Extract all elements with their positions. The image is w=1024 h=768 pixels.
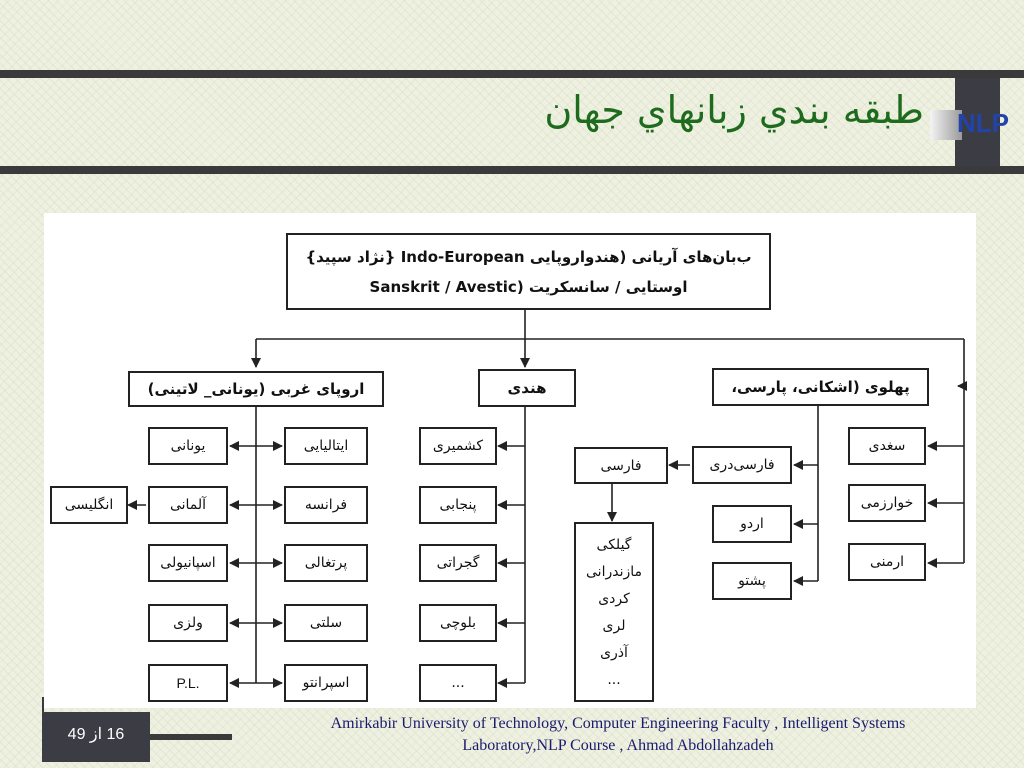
- lang-welsh: ولزی: [148, 604, 228, 642]
- lang-french: فرانسه: [284, 486, 368, 524]
- language-tree-figure: [44, 213, 976, 708]
- dialect-mazandarani: مازندرانی: [586, 564, 642, 580]
- lang-portuguese: پرتغالی: [284, 544, 368, 582]
- slide-title: طبقه بندي زبانهاي جهان: [544, 88, 924, 132]
- lang-urdu: اردو: [712, 505, 792, 543]
- lang-punjabi: پنجابی: [419, 486, 497, 524]
- lang-armenian: ارمنی: [848, 543, 926, 581]
- lang-celtic: سلتی: [284, 604, 368, 642]
- lang-sogdian: سغدی: [848, 427, 926, 465]
- lang-hindi-more: ...: [419, 664, 497, 702]
- lang-farsi: فارسی: [574, 447, 668, 484]
- lang-english: انگلیسی: [50, 486, 128, 524]
- dialect-gilaki: گیلکی: [596, 537, 632, 553]
- branch-west-european: اروپای غربی (یونانی_ لاتینی): [128, 371, 384, 407]
- lang-german: آلمانی: [148, 486, 228, 524]
- farsi-dialects-list: [574, 522, 654, 702]
- dialect-kurdish: کردی: [598, 591, 630, 607]
- nlp-logo: NLP: [957, 108, 1009, 138]
- lang-baluchi: بلوچی: [419, 604, 497, 642]
- lang-greek: یونانی: [148, 427, 228, 465]
- dialect-more: ...: [607, 672, 621, 688]
- dialect-lori: لری: [602, 618, 626, 634]
- footer-line-1: Amirkabir University of Technology, Computer Engineering Faculty , Intelligent Systems: [330, 715, 906, 732]
- root-line-1: ب‌بان‌های آریانی (هندواروپایی Indo-European {نژاد سپید}: [305, 247, 752, 266]
- root-line-2: اوستایی / سانسکریت (Sanskrit / Avestic: [369, 277, 688, 296]
- branch-pahlavi: پهلوی (اشکانی، پارسی،: [712, 368, 929, 406]
- lang-farsi-dari: فارسی‌دری: [692, 446, 792, 484]
- bottom-band: [0, 166, 1024, 174]
- lang-spanish: اسپانیولی: [148, 544, 228, 582]
- page-number: 16 از 49: [67, 726, 125, 743]
- lang-kashmiri: کشمیری: [419, 427, 497, 465]
- root-box-indo-european: [286, 233, 771, 310]
- lang-pl: P.L.: [148, 664, 228, 702]
- lang-pashto: پشتو: [712, 562, 792, 600]
- page-number-bar: [150, 734, 232, 740]
- dialect-azari: آذری: [600, 645, 628, 661]
- footer-credits: [248, 713, 988, 757]
- footer-vertical-line: [42, 697, 44, 713]
- lang-gujarati: گجراتی: [419, 544, 497, 582]
- lang-khwarazmian: خوارزمی: [848, 484, 926, 522]
- top-band: [0, 70, 1024, 78]
- branch-hindi: هندی: [478, 369, 576, 407]
- footer-line-2: Laboratory,NLP Course , Ahmad Abdollahzadeh: [462, 737, 774, 754]
- lang-italian: ایتالیایی: [284, 427, 368, 465]
- lang-esperanto: اسپرانتو: [284, 664, 368, 702]
